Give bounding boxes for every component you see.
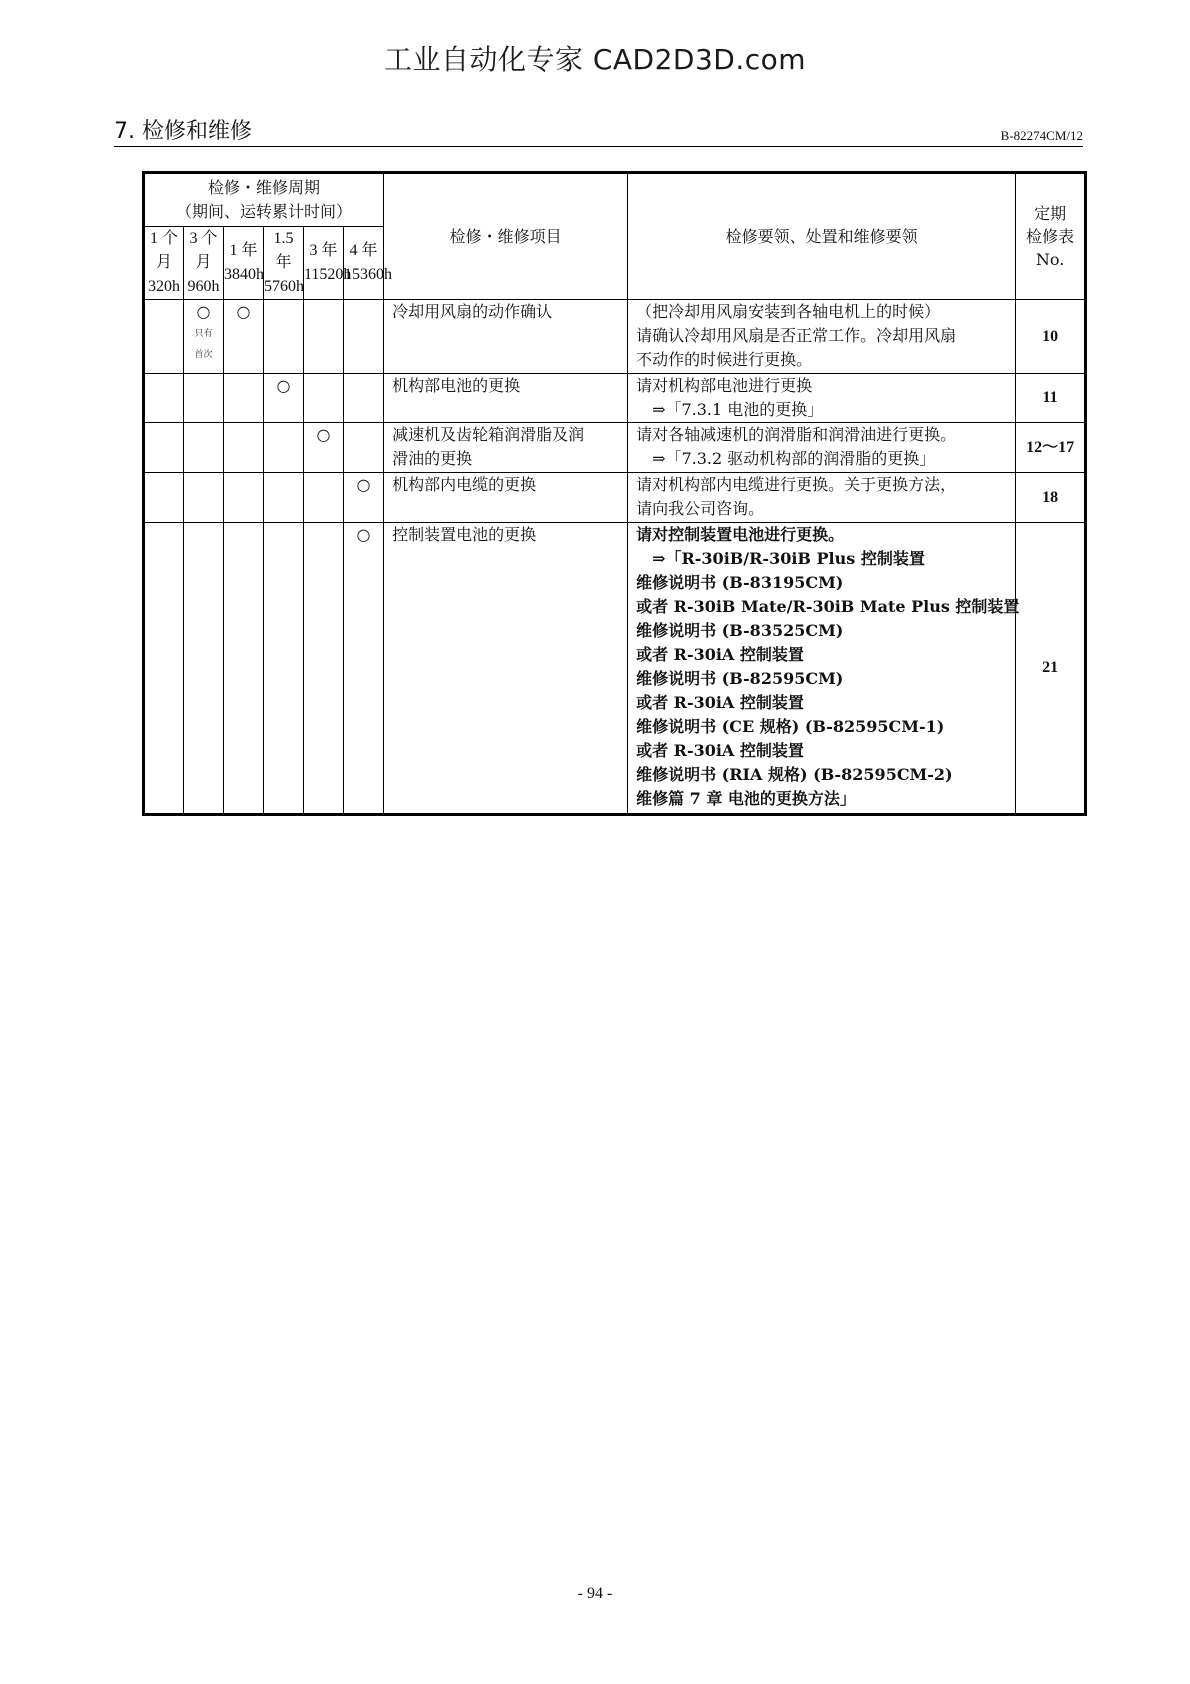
checklist-no-header: 定期 检修表 No.	[1016, 173, 1086, 300]
item-cell: 冷却用风扇的动作确认	[384, 300, 628, 374]
period-mark: ○	[264, 374, 304, 423]
table-row	[144, 423, 1086, 473]
item-header: 检修・维修项目	[384, 173, 628, 300]
checklist-no: 11	[1016, 374, 1086, 423]
period-col-1m: 1 个月 320h	[144, 227, 184, 300]
period-mark: ○	[304, 423, 344, 473]
method-cell: 请对机构部内电缆进行更换。关于更换方法， 请向我公司咨询。	[628, 473, 1016, 523]
table-row	[144, 523, 1086, 815]
method-cell: 请对机构部电池进行更换 ⇒「7.3.1 电池的更换」	[628, 374, 1016, 423]
checklist-no: 21	[1016, 523, 1086, 815]
item-cell: 机构部内电缆的更换	[384, 473, 628, 523]
document-number: B-82274CM/12	[1000, 128, 1083, 143]
period-col-1-5y: 1.5 年 5760h	[264, 227, 304, 300]
period-mark: ○	[344, 523, 384, 815]
item-cell: 减速机及齿轮箱润滑脂及润 滑油的更换	[384, 423, 628, 473]
period-col-3m: 3 个月 960h	[184, 227, 224, 300]
item-cell: 控制装置电池的更换	[384, 523, 628, 815]
period-col-3y: 3 年 11520h	[304, 227, 344, 300]
period-mark: ○	[224, 300, 264, 374]
method-cell: 请对控制装置电池进行更换。 ⇒「R-30iB/R-30iB Plus 控制装置 维修说明书 (B-83195CM) 或者 R-30iB Mate/R-30iB Mate Plus 控制装置 维修说明书 (B-83525CM) 或者 R-30iA 控制装置 维修说明书 (B-82595CM) 或者 R-30iA 控制装置 维修说明书 (CE 规格) (B-82595CM-1) 或者 R-30iA 控制装置 维修说明书 (RIA 规格) (B-82595CM-2) 维修篇 7 章 电池的更换方法」	[628, 523, 1016, 815]
item-cell: 机构部电池的更换	[384, 374, 628, 423]
table-row	[144, 374, 1086, 423]
checklist-no: 10	[1016, 300, 1086, 374]
checklist-no: 18	[1016, 473, 1086, 523]
watermark-text: 工业自动化专家 CAD2D3D.com	[383, 43, 807, 76]
page-number: - 94 -	[577, 1585, 613, 1602]
method-cell: 请对各轴减速机的润滑脂和润滑油进行更换。 ⇒「7.3.2 驱动机构部的润滑脂的更换」	[628, 423, 1016, 473]
first-time-note: 只有	[194, 329, 213, 339]
period-mark: ○	[344, 473, 384, 523]
maintenance-table	[142, 171, 1087, 816]
method-header: 检修要领、处置和维修要领	[628, 173, 1016, 300]
table-row	[144, 300, 1086, 374]
period-mark: ○ 只有 首次	[184, 300, 224, 374]
period-header: 检修・维修周期 （期间、运转累计时间）	[144, 173, 384, 227]
table-row	[144, 473, 1086, 523]
page-header	[114, 118, 1083, 147]
chapter-title: 7. 检修和维修	[114, 119, 252, 144]
method-cell: （把冷却用风扇安装到各轴电机上的时候） 请确认冷却用风扇是否正常工作。冷却用风扇 不动作的时候进行更换。	[628, 300, 1016, 374]
period-col-1y: 1 年 3840h	[224, 227, 264, 300]
checklist-no: 12～17	[1016, 423, 1086, 473]
period-col-4y: 4 年 15360h	[344, 227, 384, 300]
